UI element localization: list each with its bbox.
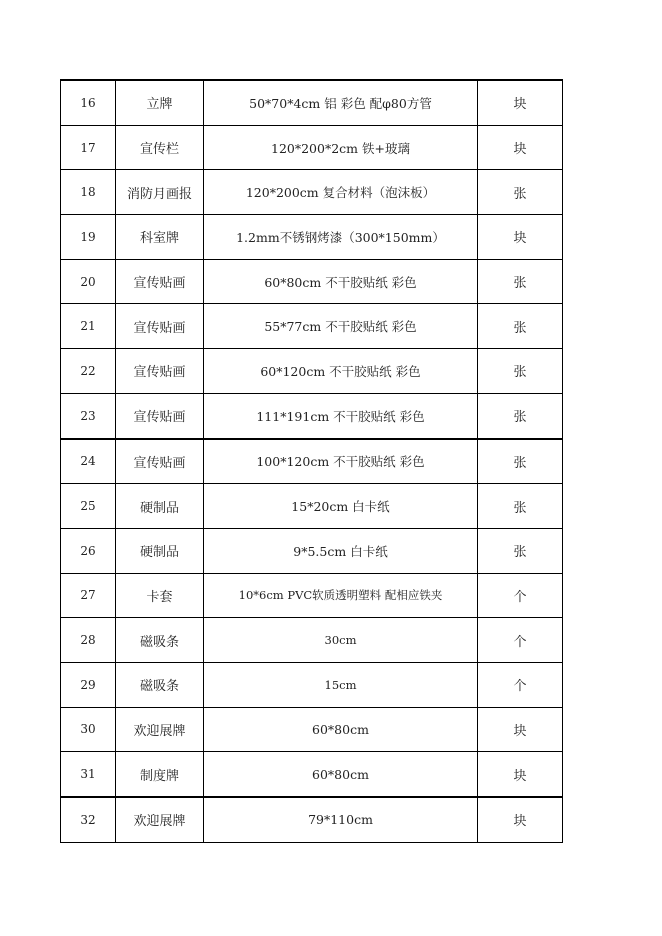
table-row xyxy=(61,439,563,484)
item-spec-cell: 79*110cm xyxy=(204,797,478,842)
table-row xyxy=(61,797,563,842)
item-spec-cell: 111*191cm 不干胶贴纸 彩色 xyxy=(204,393,478,438)
item-spec-cell: 60*80cm 不干胶贴纸 彩色 xyxy=(204,259,478,304)
row-index-cell: 28 xyxy=(61,618,116,663)
item-unit-cell: 个 xyxy=(478,573,563,618)
item-name-cell: 磁吸条 xyxy=(116,618,204,663)
table-row xyxy=(61,484,563,529)
table-row xyxy=(61,80,563,125)
item-spec-cell: 30cm xyxy=(204,618,478,663)
table-row xyxy=(61,752,563,797)
item-name-cell: 欢迎展牌 xyxy=(116,797,204,842)
row-index-cell: 26 xyxy=(61,528,116,573)
item-name-cell: 消防月画报 xyxy=(116,170,204,215)
item-unit-cell: 张 xyxy=(478,528,563,573)
table-row xyxy=(61,528,563,573)
item-name-cell: 宣传贴画 xyxy=(116,349,204,394)
table-row xyxy=(61,259,563,304)
row-index-cell: 27 xyxy=(61,573,116,618)
item-spec-cell: 50*70*4cm 铝 彩色 配φ80方管 xyxy=(204,80,478,125)
table-row xyxy=(61,618,563,663)
item-name-cell: 硬制品 xyxy=(116,528,204,573)
row-index-cell: 16 xyxy=(61,80,116,125)
table-row xyxy=(61,662,563,707)
item-spec-cell: 60*80cm xyxy=(204,707,478,752)
item-name-cell: 宣传贴画 xyxy=(116,439,204,484)
item-unit-cell: 个 xyxy=(478,618,563,663)
item-name-cell: 欢迎展牌 xyxy=(116,707,204,752)
item-spec-cell: 1.2mm不锈钢烤漆（300*150mm） xyxy=(204,215,478,260)
item-unit-cell: 张 xyxy=(478,304,563,349)
item-name-cell: 卡套 xyxy=(116,573,204,618)
row-index-cell: 31 xyxy=(61,752,116,797)
item-spec-cell: 120*200*2cm 铁+玻璃 xyxy=(204,125,478,170)
table-row xyxy=(61,170,563,215)
row-index-cell: 21 xyxy=(61,304,116,349)
item-unit-cell: 块 xyxy=(478,215,563,260)
item-unit-cell: 块 xyxy=(478,707,563,752)
row-index-cell: 23 xyxy=(61,393,116,438)
item-unit-cell: 张 xyxy=(478,484,563,529)
item-spec-cell: 55*77cm 不干胶贴纸 彩色 xyxy=(204,304,478,349)
items-table xyxy=(60,79,563,843)
row-index-cell: 29 xyxy=(61,662,116,707)
row-index-cell: 20 xyxy=(61,259,116,304)
item-unit-cell: 个 xyxy=(478,662,563,707)
table-row xyxy=(61,215,563,260)
row-index-cell: 32 xyxy=(61,797,116,842)
item-name-cell: 科室牌 xyxy=(116,215,204,260)
table-row xyxy=(61,304,563,349)
table-row xyxy=(61,125,563,170)
table-row xyxy=(61,393,563,438)
item-spec-cell: 120*200cm 复合材料（泡沫板） xyxy=(204,170,478,215)
items-table-body xyxy=(61,80,563,842)
item-name-cell: 宣传贴画 xyxy=(116,259,204,304)
item-spec-cell: 10*6cm PVC软质透明塑料 配相应铁夹 xyxy=(204,573,478,618)
item-unit-cell: 张 xyxy=(478,349,563,394)
item-unit-cell: 张 xyxy=(478,439,563,484)
item-unit-cell: 块 xyxy=(478,125,563,170)
row-index-cell: 22 xyxy=(61,349,116,394)
item-spec-cell: 60*120cm 不干胶贴纸 彩色 xyxy=(204,349,478,394)
item-unit-cell: 张 xyxy=(478,259,563,304)
item-unit-cell: 张 xyxy=(478,170,563,215)
item-name-cell: 宣传贴画 xyxy=(116,304,204,349)
item-name-cell: 制度牌 xyxy=(116,752,204,797)
item-spec-cell: 9*5.5cm 白卡纸 xyxy=(204,528,478,573)
row-index-cell: 24 xyxy=(61,439,116,484)
row-index-cell: 19 xyxy=(61,215,116,260)
table-row xyxy=(61,349,563,394)
item-unit-cell: 张 xyxy=(478,393,563,438)
item-spec-cell: 100*120cm 不干胶贴纸 彩色 xyxy=(204,439,478,484)
row-index-cell: 18 xyxy=(61,170,116,215)
item-name-cell: 磁吸条 xyxy=(116,662,204,707)
item-name-cell: 宣传贴画 xyxy=(116,393,204,438)
row-index-cell: 25 xyxy=(61,484,116,529)
item-name-cell: 硬制品 xyxy=(116,484,204,529)
item-name-cell: 立牌 xyxy=(116,80,204,125)
item-spec-cell: 15cm xyxy=(204,662,478,707)
item-spec-cell: 60*80cm xyxy=(204,752,478,797)
item-name-cell: 宣传栏 xyxy=(116,125,204,170)
item-spec-cell: 15*20cm 白卡纸 xyxy=(204,484,478,529)
row-index-cell: 30 xyxy=(61,707,116,752)
item-unit-cell: 块 xyxy=(478,797,563,842)
table-row xyxy=(61,707,563,752)
row-index-cell: 17 xyxy=(61,125,116,170)
item-unit-cell: 块 xyxy=(478,80,563,125)
table-row xyxy=(61,573,563,618)
item-unit-cell: 块 xyxy=(478,752,563,797)
